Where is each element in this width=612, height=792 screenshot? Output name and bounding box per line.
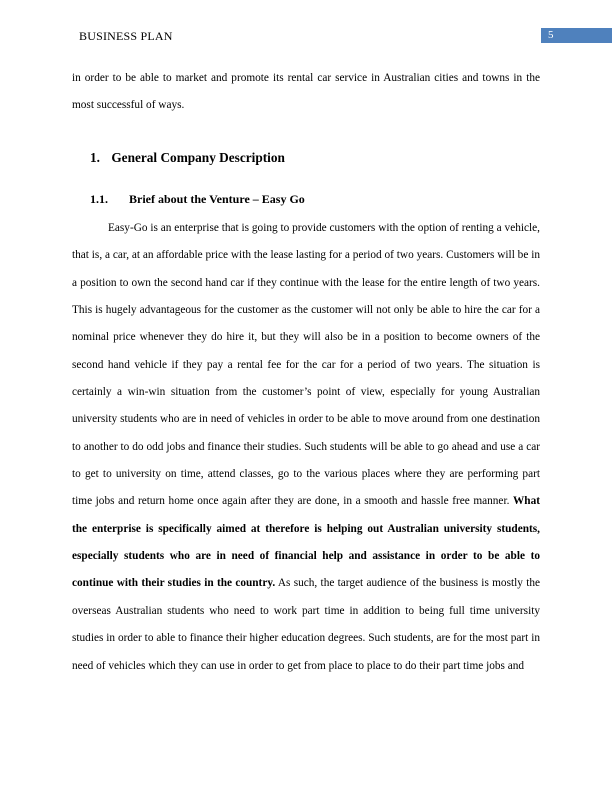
- header-title: BUSINESS PLAN: [79, 29, 173, 43]
- main-paragraph-text-2: As such, the target audience of the business is mostly the overseas Australian students who need to work part time in addition to being full time university studies in order to able to finance their higher education degrees. Such students, are for the most part in need of vehicles which they can use in order to get from place to place to do their part time jobs and: [72, 577, 540, 672]
- subsection-title: Brief about the Venture – Easy Go: [129, 192, 305, 206]
- main-paragraph-text-1: Easy-Go is an enterprise that is going to provide customers with the option of renting a vehicle, that is, a car, at an affordable price with the lease lasting for a period of two years. Customers will be in a position to own the second hand car if they continue with the lease for the entire length of two years. This is hugely advantageous for the customer as the customer will not only be able to hire the car for a nominal price whenever they do hire it, but they will also be in a position to become owners of the second hand vehicle if they pay a rental fee for the car for a period of two years. The situation is certainly a win-win situation from the customer’s point of view, especially for young Australian university students who are in need of vehicles in order to be able to move around from one destination to another to do odd jobs and finance their studies. Such students will be able to go ahead and use a car to get to university on time, attend classes, go to the various places where they are performing part time jobs and return home once again after they are done, in a smooth and hassle free manner.: [72, 222, 540, 508]
- main-paragraph-bold-text: What the enterprise is specifically aimed at therefore is helping out Australian university students, especially students who are in need of financial help and assistance in order to be able to continue with their studies in the country.: [72, 495, 540, 590]
- section-title: General Company Description: [111, 150, 285, 165]
- page-number-badge: [541, 28, 612, 43]
- subsection-number: 1.1.: [90, 192, 108, 206]
- section-number: 1.: [90, 150, 100, 165]
- section-heading: [90, 150, 285, 166]
- page-number: 5: [548, 29, 554, 41]
- main-paragraph: [72, 215, 540, 680]
- subsection-heading: [90, 192, 305, 207]
- lead-paragraph: in order to be able to market and promote its rental car service in Australian cities and towns in the most successful of ways.: [72, 72, 540, 112]
